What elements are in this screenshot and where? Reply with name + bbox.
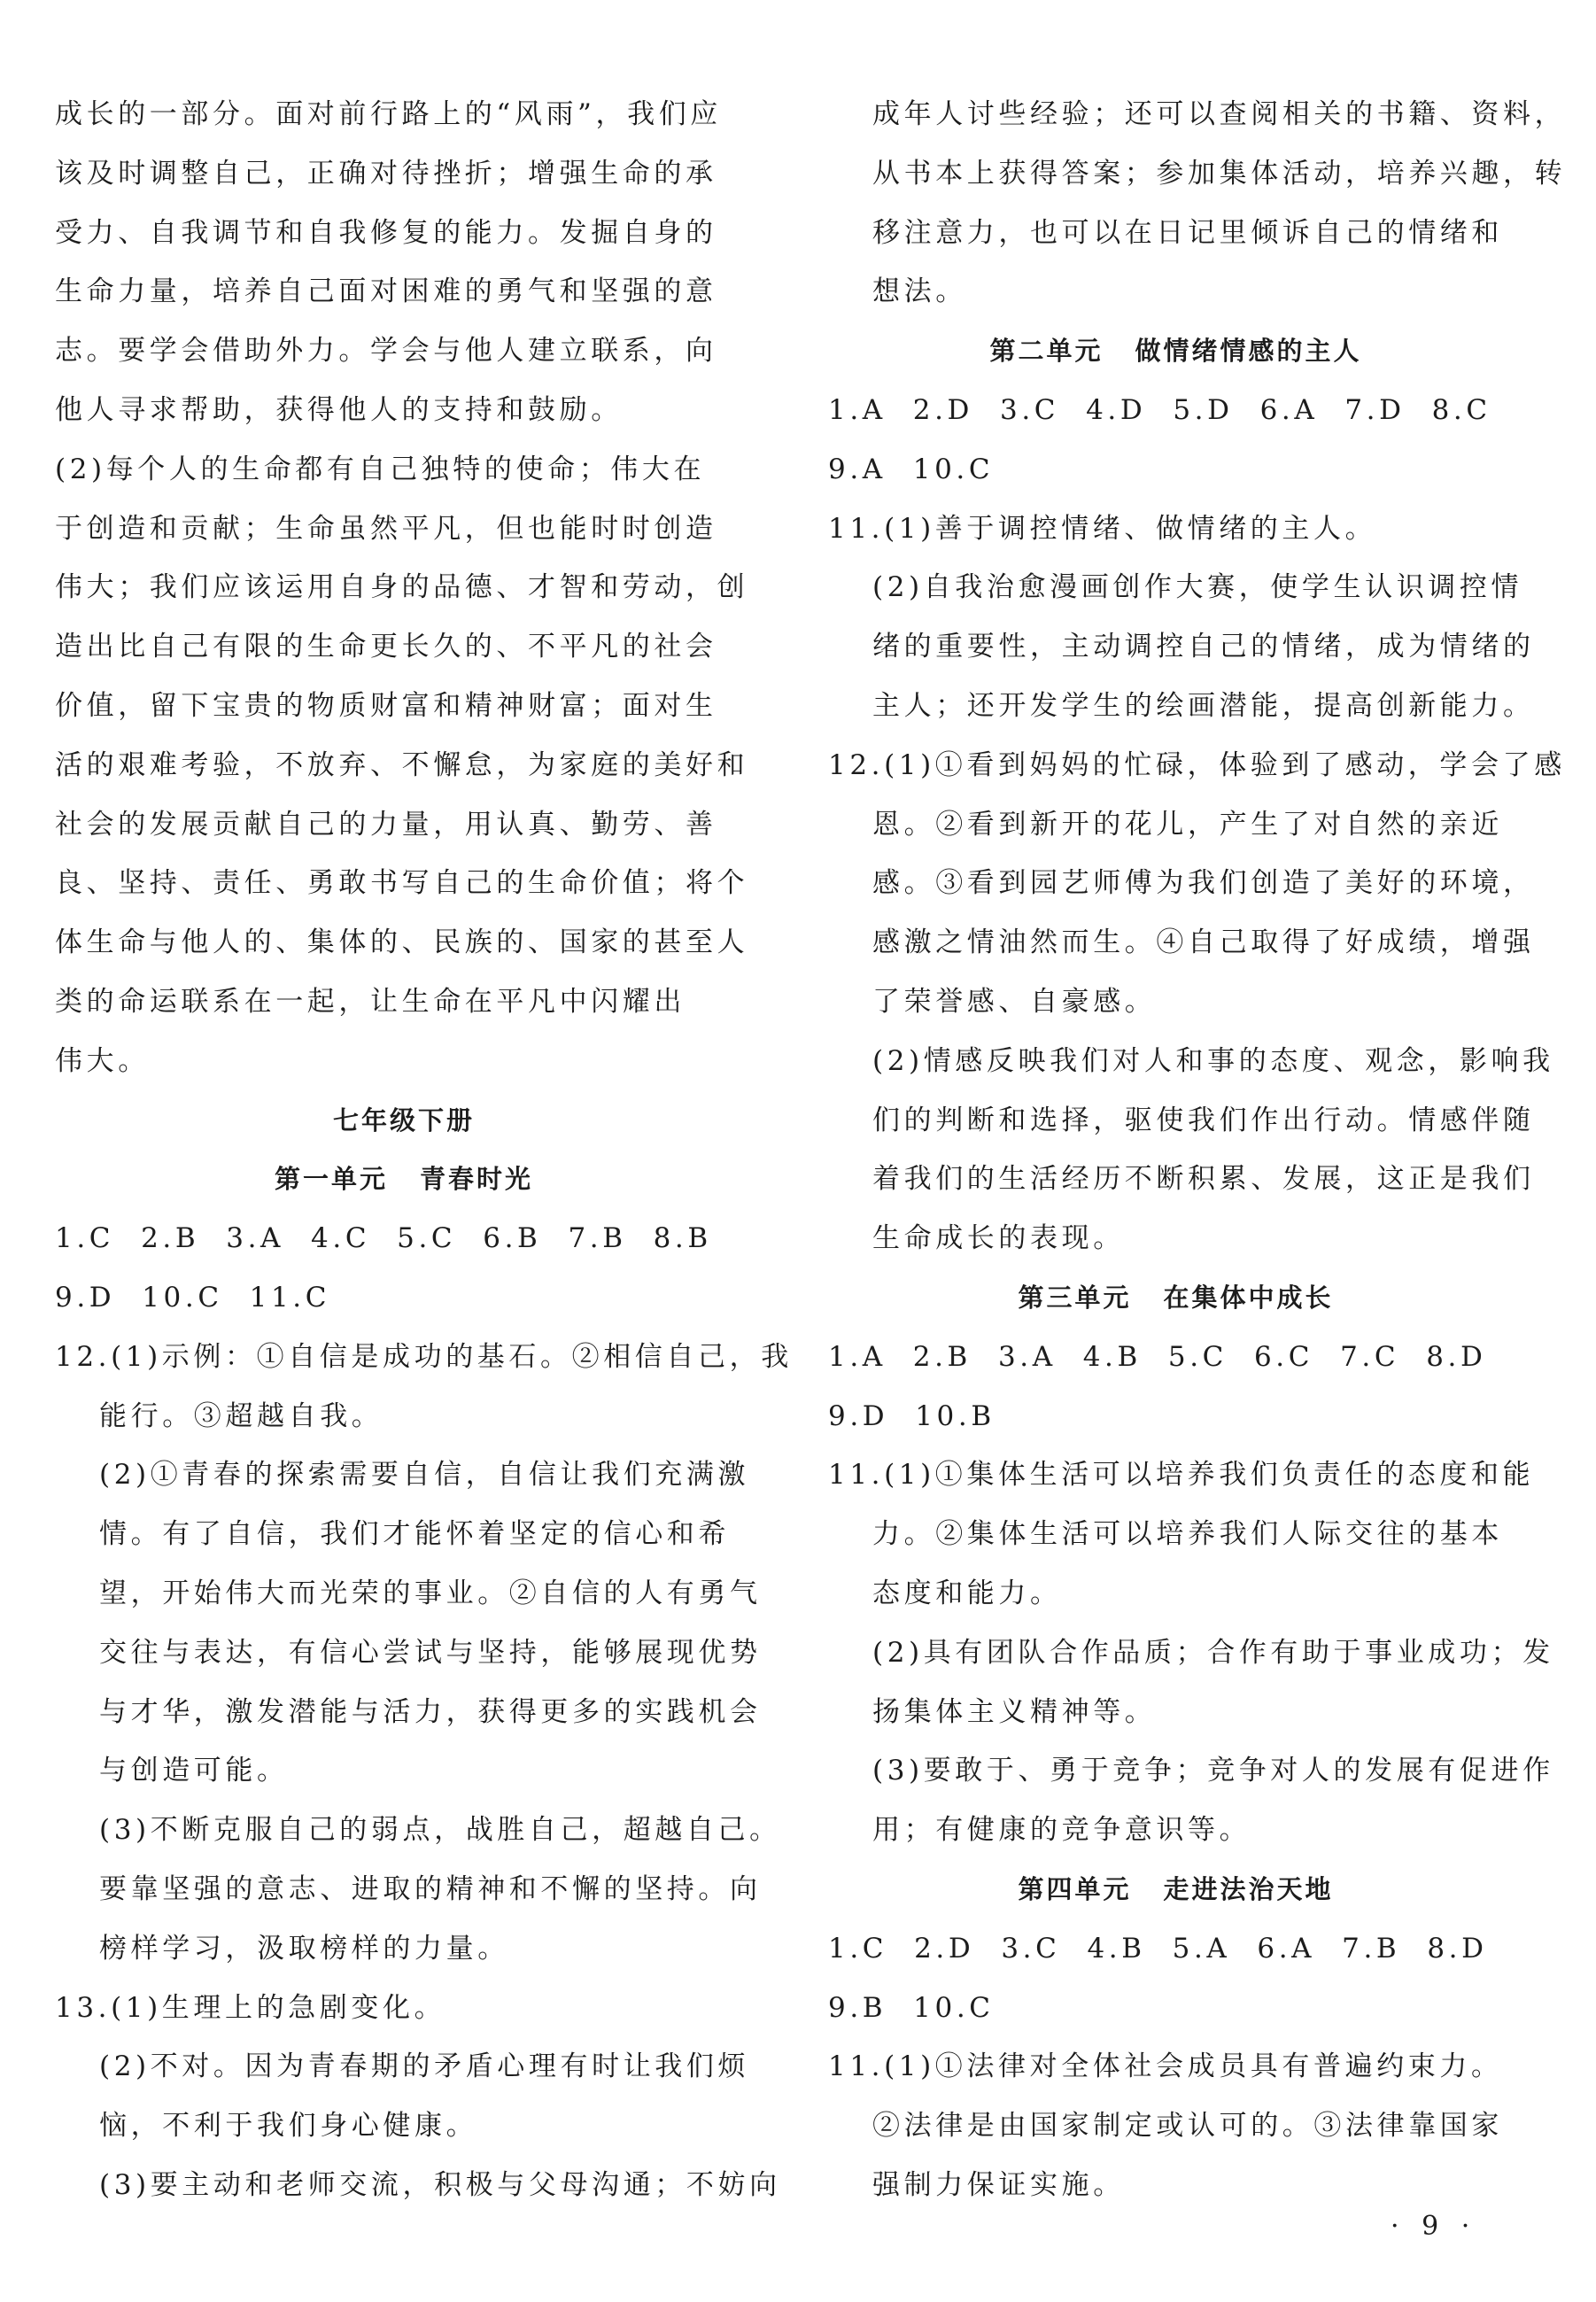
mc-answer: 9.A [828, 453, 887, 485]
mc-answers-row [828, 440, 1523, 500]
unit-title: 走进法治天地 [1163, 1873, 1334, 1904]
mc-answer: 6.A [1259, 393, 1319, 426]
mc-answer: 4.C [311, 1222, 371, 1255]
mc-answer: 1.A [828, 393, 887, 426]
unit-heading [55, 1150, 753, 1209]
mc-answer: 1.C [55, 1222, 115, 1255]
mc-answers-row [828, 1979, 1523, 2038]
mc-answer: 3.A [226, 1222, 285, 1255]
answer-line: (3)要主动和老师交流，积极与父母沟通；不妨向 [99, 2168, 781, 2201]
mc-answers-row [828, 1919, 1523, 1979]
mc-answer: 10.C [142, 1281, 223, 1314]
mc-answer: 8.C [1431, 393, 1491, 426]
mc-answer: 2.D [914, 1932, 975, 1965]
mc-answer: 1.A [828, 1340, 887, 1373]
mc-answer: 3.C [1000, 393, 1060, 426]
mc-answer: 11.C [249, 1281, 331, 1314]
mc-answer: 9.D [828, 1399, 889, 1432]
answer-line: 交往与表达，有信心尝试与坚持，能够展现优势 [99, 1636, 762, 1669]
mc-answer: 10.B [915, 1399, 996, 1432]
text-line: 活的艰难考验，不放弃、不懈怠，为家庭的美好和 [55, 748, 749, 781]
answer-line: 了荣誉感、自豪感。 [872, 985, 1157, 1018]
mc-answer: 3.A [997, 1340, 1057, 1373]
text-line: 他人寻求帮助，获得他人的支持和鼓励。 [55, 393, 623, 426]
answer-line: 12.(1)示例：①自信是成功的基石。②相信自己，我 [55, 1340, 793, 1373]
unit-number: 第一单元 [274, 1164, 388, 1195]
answer-line: 与才华，激发潜能与活力，获得更多的实践机会 [99, 1695, 762, 1728]
answer-line: 绪的重要性，主动调控自己的情绪，成为情绪的 [872, 631, 1535, 663]
text-line: 移注意力，也可以在日记里倾诉自己的情绪和 [872, 216, 1503, 249]
mc-answer: 7.B [1342, 1932, 1401, 1965]
mc-answers-row [55, 1268, 753, 1328]
text-line: 志。要学会借助外力。学会与他人建立联系，向 [55, 335, 717, 368]
answer-line: 能行。③超越自我。 [99, 1399, 384, 1432]
text-line: (2)每个人的生命都有自己独特的使命；伟大在 [55, 453, 706, 485]
mc-answer: 7.C [1340, 1340, 1400, 1373]
answer-line: 着我们的生活经历不断积累、发展，这正是我们 [872, 1163, 1535, 1196]
answer-line: 13.(1)生理上的急剧变化。 [55, 1991, 446, 2024]
mc-answer: 5.A [1172, 1932, 1231, 1965]
answer-line: 情。有了自信，我们才能怀着坚定的信心和希 [99, 1518, 730, 1551]
answer-line: 11.(1)善于调控情绪、做情绪的主人。 [828, 512, 1377, 545]
left-column [55, 85, 793, 2215]
mc-answer: 5.C [1167, 1340, 1228, 1373]
mc-answer: 9.B [828, 1991, 887, 2024]
answer-line: 11.(1)①集体生活可以培养我们负责任的态度和能 [828, 1459, 1535, 1492]
mc-answer: 10.C [913, 1991, 995, 2024]
mc-answers-row [828, 1328, 1523, 1387]
answer-line: 态度和能力。 [872, 1577, 1062, 1609]
answer-line: (2)①青春的探索需要自信，自信让我们充满激 [99, 1459, 750, 1492]
mc-answer: 3.C [1001, 1932, 1061, 1965]
answer-line: 强制力保证实施。 [872, 2168, 1125, 2201]
text-line: 从书本上获得答案；参加集体活动，培养兴趣，转 [872, 157, 1567, 190]
text-line: 价值，留下宝贵的物质财富和精神财富；面对生 [55, 689, 717, 722]
answer-line: ②法律是由国家制定或认可的。③法律靠国家 [872, 2110, 1503, 2143]
mc-answer: 1.C [828, 1932, 888, 1965]
mc-answer: 5.C [397, 1222, 457, 1255]
answer-line: 感。③看到园艺师傅为我们创造了美好的环境， [872, 867, 1535, 900]
mc-answer: 2.D [912, 393, 973, 426]
answer-line: (2)不对。因为青春期的矛盾心理有时让我们烦 [99, 2050, 750, 2083]
mc-answer: 6.B [483, 1222, 542, 1255]
mc-answer: 8.D [1427, 1932, 1488, 1965]
mc-answer: 4.D [1086, 393, 1147, 426]
text-line: 类的命运联系在一起，让生命在平凡中闪耀出 [55, 985, 686, 1018]
text-line: 造出比自己有限的生命更长久的、不平凡的社会 [55, 631, 717, 663]
text-line: 想法。 [872, 275, 967, 308]
right-column [828, 85, 1567, 2215]
answer-line: 望，开始伟大而光荣的事业。②自信的人有勇气 [99, 1577, 762, 1609]
answer-line: (2)情感反映我们对人和事的态度、观念，影响我 [872, 1044, 1554, 1077]
unit-title: 青春时光 [420, 1164, 534, 1195]
mc-answer: 2.B [141, 1222, 200, 1255]
answer-line: 11.(1)①法律对全体社会成员具有普遍约束力。 [828, 2050, 1503, 2083]
mc-answer: 10.C [912, 453, 995, 485]
mc-answer: 4.B [1082, 1340, 1142, 1373]
answer-line: 扬集体主义精神等。 [872, 1695, 1157, 1728]
mc-answer: 5.D [1173, 393, 1234, 426]
text-line: 成长的一部分。面对前行路上的“风雨”，我们应 [55, 98, 722, 130]
text-line: 生命力量，培养自己面对困难的勇气和坚强的意 [55, 275, 717, 308]
answer-line: (3)不断克服自己的弱点，战胜自己，超越自己。 [99, 1814, 781, 1847]
answer-line: (2)自我治愈漫画创作大赛，使学生认识调控情 [872, 571, 1523, 604]
text-line: 体生命与他人的、集体的、民族的、国家的甚至人 [55, 926, 749, 959]
text-line: 受力、自我调节和自我修复的能力。发掘自身的 [55, 216, 717, 249]
unit-heading [828, 1860, 1523, 1919]
text-line: 成年人讨些经验；还可以查阅相关的书籍、资料， [872, 98, 1567, 130]
answer-line: 力。②集体生活可以培养我们人际交往的基本 [872, 1518, 1503, 1551]
text-line: 社会的发展贡献自己的力量，用认真、勤劳、善 [55, 808, 717, 841]
answer-line: 主人；还开发学生的绘画潜能，提高创新能力。 [872, 689, 1535, 722]
mc-answers-row [828, 1387, 1523, 1446]
mc-answer: 6.C [1253, 1340, 1314, 1373]
answer-line: 与创造可能。 [99, 1755, 289, 1787]
unit-title: 在集体中成长 [1163, 1282, 1334, 1313]
unit-number: 第三单元 [1018, 1282, 1132, 1313]
answer-line: (3)要敢于、勇于竞争；竞争对人的发展有促进作 [872, 1755, 1554, 1787]
text-line: 伟大；我们应该运用自身的品德、才智和劳动，创 [55, 571, 749, 604]
answer-line: 感激之情油然而生。④自己取得了好成绩，增强 [872, 926, 1535, 959]
answer-line: 要靠坚强的意志、进取的精神和不懈的坚持。向 [99, 1872, 762, 1905]
answer-line: 恩。②看到新开的花儿，产生了对自然的亲近 [872, 808, 1503, 841]
unit-number: 第二单元 [989, 336, 1104, 367]
answer-line: (2)具有团队合作品质；合作有助于事业成功；发 [872, 1636, 1554, 1669]
mc-answers-row [828, 381, 1523, 440]
answer-line: 恼，不利于我们身心健康。 [99, 2110, 478, 2143]
mc-answer: 8.D [1426, 1340, 1487, 1373]
unit-number: 第四单元 [1018, 1873, 1132, 1904]
answer-line: 生命成长的表现。 [872, 1222, 1125, 1255]
unit-heading [828, 322, 1523, 381]
mc-answer: 7.D [1344, 393, 1406, 426]
mc-answer: 6.A [1257, 1932, 1316, 1965]
mc-answer: 7.B [568, 1222, 627, 1255]
mc-answer: 4.B [1087, 1932, 1146, 1965]
text-line: 良、坚持、责任、勇敢书写自己的生命价值；将个 [55, 867, 749, 900]
grade-heading: 七年级下册 [332, 1104, 475, 1135]
text-line: 于创造和贡献；生命虽然平凡，但也能时时创造 [55, 512, 717, 545]
answer-line: 用；有健康的竞争意识等。 [872, 1814, 1251, 1847]
unit-heading [828, 1268, 1523, 1328]
answer-line: 们的判断和选择，驱使我们作出行动。情感伴随 [872, 1104, 1535, 1136]
mc-answer: 2.B [912, 1340, 972, 1373]
answer-line: 榜样学习，汲取榜样的力量。 [99, 1932, 509, 1965]
mc-answer: 8.B [653, 1222, 712, 1255]
unit-title: 做情绪情感的主人 [1135, 336, 1362, 367]
answer-line: 12.(1)①看到妈妈的忙碌，体验到了感动，学会了感 [828, 748, 1566, 781]
text-line: 该及时调整自己，正确对待挫折；增强生命的承 [55, 157, 717, 190]
mc-answers-row [55, 1209, 753, 1268]
text-line: 伟大。 [55, 1044, 150, 1077]
page-number: · 9 · [1391, 2211, 1477, 2242]
mc-answer: 9.D [55, 1281, 116, 1314]
